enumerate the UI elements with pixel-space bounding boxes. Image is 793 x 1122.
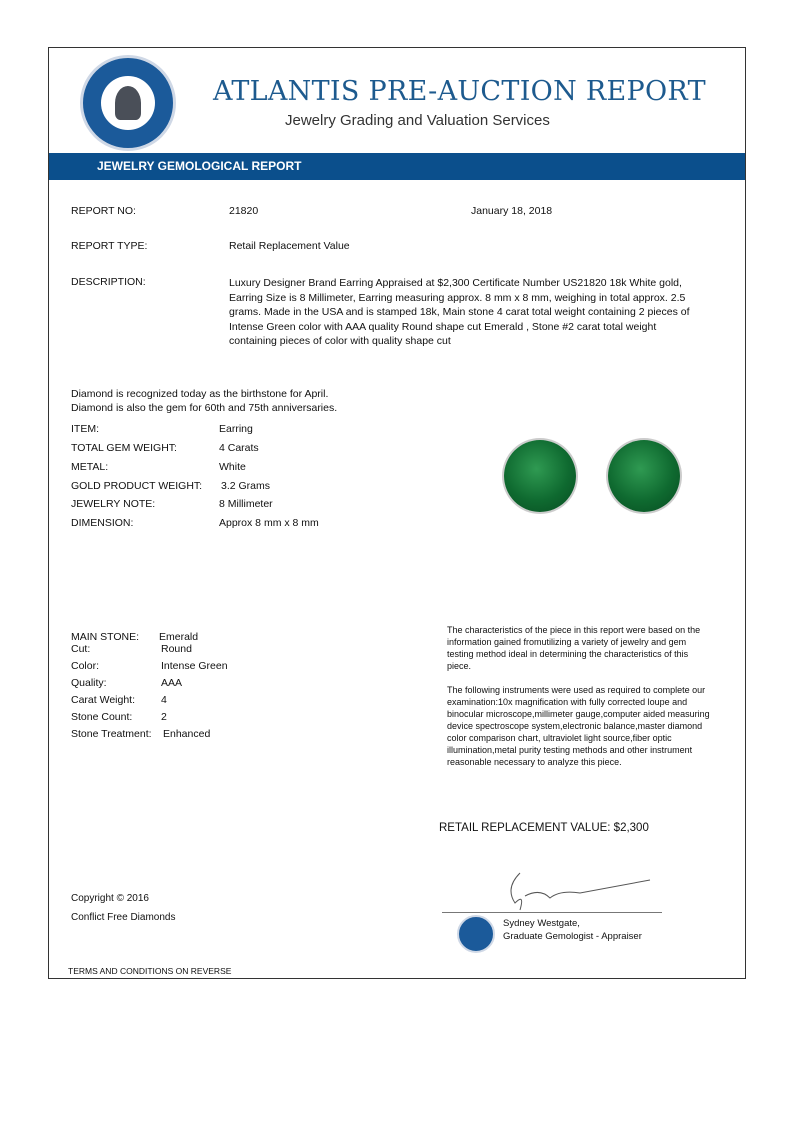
item-label: METAL:	[71, 461, 109, 473]
birthstone-line: Diamond is also the gem for 60th and 75th anniversaries.	[71, 402, 338, 414]
item-value: Earring	[219, 423, 253, 435]
stone-value: Enhanced	[163, 728, 211, 740]
section-title: JEWELRY GEMOLOGICAL REPORT	[97, 159, 302, 173]
report-type: Retail Replacement Value	[229, 240, 350, 252]
retail-value: RETAIL REPLACEMENT VALUE: $2,300	[439, 822, 649, 834]
stone-label: Carat Weight:	[71, 694, 135, 706]
description: Luxury Designer Brand Earring Appraised at $2,300 Certificate Number US21820 18k White gold, Earring Size is 8 Millimeter, Earring measuring approx. 8 mm x 8 mm, weighing in total approx. 2.5 grams. Made in the USA and is stamped 18k, Main stone 4 carat total weight containing 2 pieces of Intense Green color with AAA quality Round shape cut Emerald , Stone #2 carat total weight containing pieces of color with quality shape cut	[229, 277, 690, 347]
stone-label: Stone Count:	[71, 711, 133, 723]
signer-title: Graduate Gemologist - Appraiser	[503, 931, 642, 942]
report-date: January 18, 2018	[471, 205, 553, 217]
terms-note: TERMS AND CONDITIONS ON REVERSE	[68, 966, 232, 976]
signature-line	[442, 912, 662, 913]
instruments-note: The following instruments were used as required to complete our examination:10x magnification with fully corrected loupe and binocular microscope,millimeter gauge,computer aided measuring device spectroscope system,electronic balance,master diamond color comparison chart, ultraviolet light source,fiber optic illumination,metal purity testing methods and other instrument reasonable necessary to analyze this piece.	[447, 685, 710, 767]
item-value: White	[219, 461, 246, 473]
characteristics-note: The characteristics of the piece in this report were based on the information gained fromutilizing a variety of jewelry and gem testing method ideal in determining the characteristics of this piece.	[447, 625, 701, 671]
stone-label: Quality:	[71, 677, 107, 689]
page-subtitle: Jewelry Grading and Valuation Services	[285, 112, 550, 129]
stone-label: Color:	[71, 660, 100, 672]
item-label: ITEM:	[71, 423, 99, 435]
stone-label: MAIN STONE:	[71, 631, 140, 643]
item-label: JEWELRY NOTE:	[71, 498, 156, 510]
birthstone-line: Diamond is recognized today as the birthstone for April.	[71, 388, 329, 400]
stone-value: AAA	[161, 677, 183, 689]
stone-label: Cut:	[71, 643, 91, 655]
report-no: 21820	[229, 205, 259, 217]
item-label: GOLD PRODUCT WEIGHT:	[71, 480, 203, 492]
conflict-free: Conflict Free Diamonds	[71, 912, 176, 923]
section-band	[49, 153, 745, 180]
page-title: ATLANTIS PRE-AUCTION REPORT	[213, 76, 706, 107]
stone-label: Stone Treatment:	[71, 728, 152, 740]
item-value: 3.2 Grams	[221, 480, 271, 492]
report-frame	[48, 47, 746, 979]
item-value: 4 Carats	[219, 442, 259, 454]
item-label: DIMENSION:	[71, 517, 134, 529]
emerald-earring-image	[608, 440, 680, 512]
report-type-label: REPORT TYPE:	[71, 240, 148, 252]
item-label: TOTAL GEM WEIGHT:	[71, 442, 177, 454]
helmet-icon	[115, 86, 141, 120]
stone-value: 2	[161, 711, 167, 723]
emerald-earring-image	[504, 440, 576, 512]
item-value: Approx 8 mm x 8 mm	[219, 517, 319, 529]
logo	[80, 55, 176, 151]
item-value: 8 Millimeter	[219, 498, 273, 510]
stone-value: Intense Green	[161, 660, 228, 672]
signature	[480, 868, 660, 913]
signer-name: Sydney Westgate,	[503, 918, 580, 929]
description-label: DESCRIPTION:	[71, 276, 146, 288]
stone-value: Emerald	[159, 631, 199, 643]
stone-value: Round	[161, 643, 192, 655]
seal-logo	[457, 915, 495, 953]
stone-value: 4	[161, 694, 167, 706]
report-no-label: REPORT NO:	[71, 205, 136, 217]
copyright: Copyright © 2016	[71, 893, 149, 904]
